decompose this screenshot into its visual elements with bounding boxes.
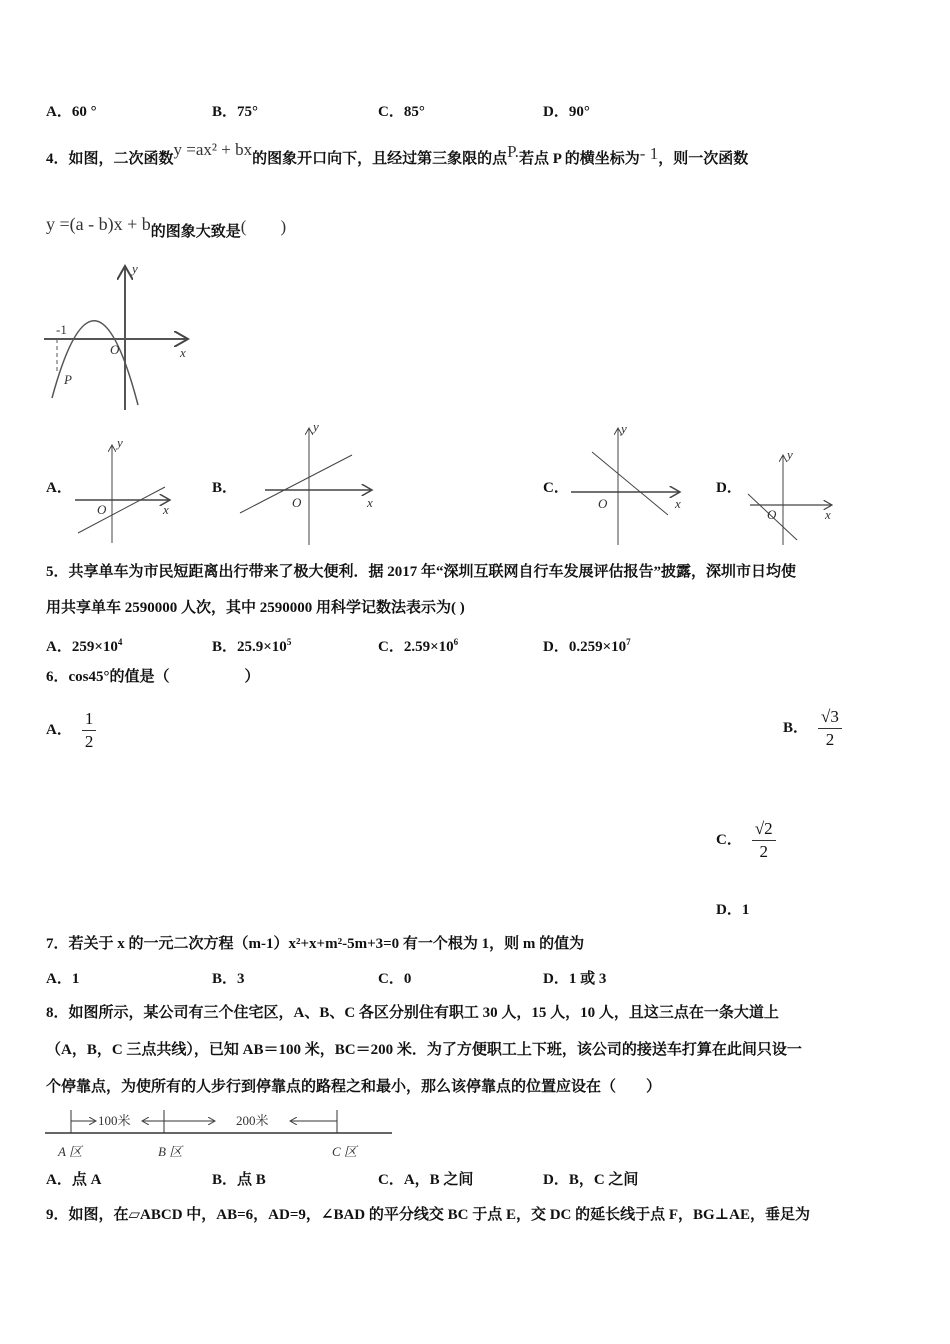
q4-formula1: y =ax² + bx bbox=[173, 140, 253, 159]
option-a-origin: O bbox=[97, 502, 107, 517]
q6-option-a bbox=[46, 708, 96, 753]
q5-option-d bbox=[543, 632, 631, 657]
q7-option-a: A．1 bbox=[46, 971, 80, 987]
numerator: √2 bbox=[752, 818, 776, 841]
option-c-x: x bbox=[675, 496, 681, 511]
parabola-graph bbox=[44, 266, 188, 410]
q4-formula2: y =(a - b)x + b bbox=[46, 214, 151, 234]
graph-origin-label: O bbox=[110, 342, 120, 357]
q7-option-d: D．1 或 3 bbox=[543, 971, 607, 987]
option-c-origin: O bbox=[598, 496, 608, 511]
q3-option-c: C．85° bbox=[378, 104, 425, 120]
option-b-y: y bbox=[313, 419, 319, 434]
q6-option-d: D．1 bbox=[716, 902, 750, 918]
label-b: B 区 bbox=[158, 1144, 183, 1159]
q4-suffix2: 的图象大致是 bbox=[150, 224, 241, 240]
q7-stem: 7．若关于 x 的一元二次方程（m-1）x²+x+m²-5m+3=0 有一个根为 1，则 m 的值为 bbox=[46, 936, 585, 952]
q5-option-c bbox=[378, 632, 458, 657]
q8-option-d: D．B，C 之间 bbox=[543, 1172, 639, 1188]
q5-option-a-exp: 4 bbox=[117, 637, 123, 647]
q4-value: - 1 bbox=[639, 144, 659, 163]
graph-p-label: P bbox=[64, 372, 72, 387]
q8-line2: （A，B，C 三点共线），已知 AB＝100 米，BC＝200 米．为了方便职工上下班，该公司的接送车打算在此间只设一 bbox=[46, 1042, 802, 1058]
option-d-y: y bbox=[787, 447, 793, 462]
q6-c-fraction bbox=[752, 818, 776, 863]
denominator: 2 bbox=[825, 730, 835, 749]
q5-option-b-exp: 5 bbox=[286, 637, 292, 647]
q7-option-c: C．0 bbox=[378, 971, 412, 987]
ab-distance: 100米 bbox=[98, 1113, 131, 1128]
option-a-y: y bbox=[117, 435, 123, 450]
q7-option-b: B．3 bbox=[212, 971, 245, 987]
option-d-origin: O bbox=[767, 507, 777, 522]
q6-stem: 6．cos45°的值是（ ） bbox=[46, 669, 260, 685]
q4-paren: ( ) bbox=[240, 217, 287, 236]
q5-option-b-label: B．25.9×10 bbox=[212, 639, 287, 655]
q6-a-fraction bbox=[82, 708, 97, 753]
q4-option-b: B． bbox=[212, 480, 238, 496]
q5-option-a-label: A．259×10 bbox=[46, 639, 118, 655]
option-a-x: x bbox=[163, 502, 169, 517]
numerator: 1 bbox=[82, 708, 97, 731]
option-a-graph bbox=[75, 445, 170, 543]
bc-distance: 200米 bbox=[236, 1113, 269, 1128]
q4-point: P. bbox=[507, 142, 519, 161]
q6-b-fraction bbox=[818, 706, 842, 751]
q4-stem-2 bbox=[46, 214, 287, 240]
q6-option-b bbox=[783, 706, 842, 751]
q4-mid: 的图象开口向下，且经过第三象限的点 bbox=[252, 151, 508, 167]
graph-neg1-label: -1 bbox=[56, 322, 67, 337]
denominator: 2 bbox=[759, 842, 769, 861]
q8-option-c: C．A，B 之间 bbox=[378, 1172, 474, 1188]
label-a: A 区 bbox=[58, 1144, 82, 1159]
q4-prefix: 4．如图，二次函数 bbox=[46, 151, 174, 167]
q6-c-label: C． bbox=[716, 831, 742, 848]
denominator: 2 bbox=[84, 732, 94, 751]
q6-a-label: A． bbox=[46, 721, 72, 738]
q5-option-d-exp: 7 bbox=[626, 637, 631, 647]
q6-option-c bbox=[716, 818, 776, 863]
q8-line3: 个停靠点，为使所有的人步行到停靠点的路程之和最小，那么该停靠点的位置应设在（ ） bbox=[46, 1079, 662, 1095]
option-b-origin: O bbox=[292, 495, 302, 510]
q9-line1: 9．如图，在▱ABCD 中，AB=6，AD=9，∠BAD 的平分线交 BC 于点 E，交 DC 的延长线于点 F，BG⊥AE，垂足为 bbox=[46, 1207, 810, 1223]
option-c-y: y bbox=[621, 421, 627, 436]
label-c: C 区 bbox=[332, 1144, 357, 1159]
option-c-graph bbox=[571, 428, 680, 545]
q5-line2: 用共享单车 2590000 人次，其中 2590000 用科学记数法表示为( ) bbox=[46, 600, 465, 616]
q4-stem bbox=[46, 140, 749, 169]
q4-mid2: 若点 P 的横坐标为 bbox=[518, 151, 640, 167]
numerator: √3 bbox=[818, 706, 842, 729]
q6-b-label: B． bbox=[783, 719, 809, 736]
q4-option-d: D． bbox=[716, 480, 742, 496]
option-d-graph bbox=[748, 455, 832, 545]
q5-option-c-exp: 6 bbox=[453, 637, 459, 647]
option-b-graph bbox=[240, 428, 372, 545]
option-b-x: x bbox=[367, 495, 373, 510]
q8-option-b: B．点 B bbox=[212, 1172, 266, 1188]
q5-option-c-label: C．2.59×10 bbox=[378, 639, 454, 655]
q5-option-d-label: D．0.259×10 bbox=[543, 639, 627, 655]
graph-y-label: y bbox=[132, 261, 138, 276]
q3-option-a: A．60 ° bbox=[46, 104, 97, 120]
q5-option-a bbox=[46, 632, 122, 657]
q4-option-c: C． bbox=[543, 480, 569, 496]
option-d-x: x bbox=[825, 507, 831, 522]
q3-option-d: D．90° bbox=[543, 104, 590, 120]
q3-option-b: B．75° bbox=[212, 104, 259, 120]
q8-line1: 8．如图所示，某公司有三个住宅区，A、B、C 各区分别住有职工 30 人，15 人，10 人，且这三点在一条大道上 bbox=[46, 1005, 779, 1021]
q8-option-a: A．点 A bbox=[46, 1172, 102, 1188]
q5-line1: 5．共享单车为市民短距离出行带来了极大便利．据 2017 年“深圳互联网自行车发展评估报告”披露，深圳市日均使 bbox=[46, 564, 797, 580]
q5-option-b bbox=[212, 632, 291, 657]
q4-option-a: A． bbox=[46, 480, 72, 496]
graph-x-label: x bbox=[180, 345, 186, 360]
q4-suffix: ，则一次函数 bbox=[658, 151, 749, 167]
